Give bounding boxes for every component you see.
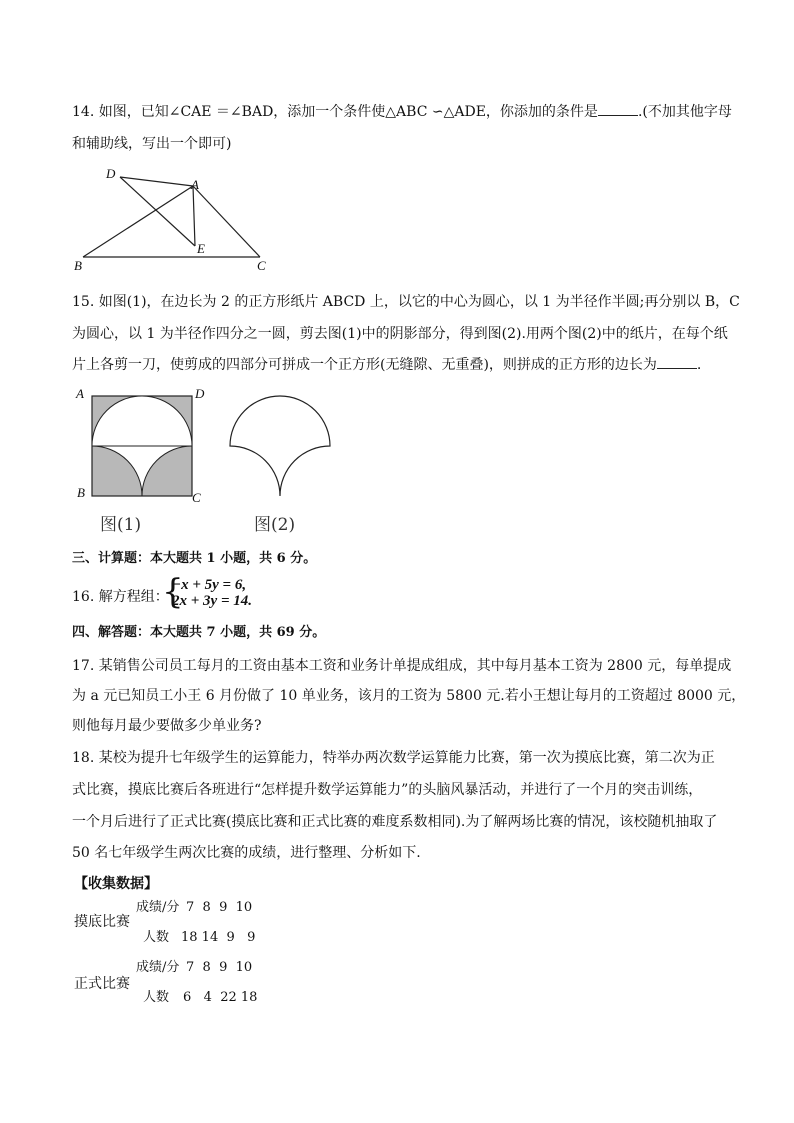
q18-line2: 式比赛，摸底比赛后各班进行“怎样提升数学运算能力”的头脑风暴活动，并进行了一个月的突击训练， <box>72 782 703 798</box>
q15-text: 片上各剪一刀，使剪成的四部分可拼成一个正方形(无缝隙、无重叠)，则拼成的正方形的边长为 <box>72 357 657 373</box>
point-label-e: E <box>197 241 205 256</box>
point-label-a: A <box>191 177 199 192</box>
q15-figure-2 <box>226 392 336 502</box>
q14-line2: 和辅助线，写出一个即可) <box>72 136 232 152</box>
fig2-caption: 图(2) <box>254 515 296 535</box>
q15-line2: 为圆心，以 1 为半径作四分之一圆，剪去图(1)中的阴影部分，得到图(2).用两个图(2)中的纸片，在每个纸 <box>72 326 728 342</box>
mock-count-label: 人数 <box>143 930 170 945</box>
q18-line4: 50 名七年级学生两次比赛的成绩，进行整理、分析如下. <box>72 845 421 861</box>
q17-line3: 则他每月最少要做多少单业务? <box>72 718 262 734</box>
mock-exam-name: 摸底比赛 <box>74 914 130 930</box>
answer-blank <box>598 103 638 116</box>
segment-da <box>120 177 193 186</box>
q16-label: 16. 解方程组： <box>72 589 169 605</box>
fig1-label-d: D <box>195 386 205 401</box>
answer-blank <box>657 356 697 369</box>
mock-counts: 18 14 9 9 <box>181 930 256 945</box>
q18-line3: 一个月后进行了正式比赛(摸底比赛和正式比赛的难度系数相同).为了解两场比赛的情况，该校随机抽取了 <box>72 814 718 830</box>
q14-text: 14. 如图，已知∠CAE ＝∠BAD，添加一个条件使△ABC ∽△ADE，你添加的条件是 <box>72 104 598 120</box>
formal-count-label: 人数 <box>143 990 170 1005</box>
formal-score-label: 成绩/分 <box>136 960 180 975</box>
segment-ab <box>83 186 193 257</box>
q16-eq1: −x + 5y = 6, <box>172 577 247 593</box>
point-label-b: B <box>74 258 82 273</box>
fig1-label-a: A <box>76 386 84 401</box>
q17-line1: 17. 某销售公司员工每月的工资由基本工资和业务计单提成组成，其中每月基本工资为 2800 元，每单提成 <box>72 658 732 674</box>
q16-eq2: 2x + 3y = 14. <box>172 593 253 609</box>
q14-triangle-figure <box>72 164 282 276</box>
q17-line2: 为 a 元已知员工小王 6 月份做了 10 单业务，该月的工资为 5800 元.若小王想让每月的工资超过 8000 元， <box>72 688 746 704</box>
fig1-label-b: B <box>77 485 85 500</box>
point-label-d: D <box>106 166 116 181</box>
segment-de <box>120 177 195 246</box>
system-brace: { <box>162 572 184 612</box>
q15-figure-1 <box>88 392 198 502</box>
section-4-heading: 四、解答题：本大题共 7 小题，共 69 分。 <box>72 625 326 640</box>
fig1-caption: 图(1) <box>100 515 142 535</box>
segment-ae <box>193 186 195 246</box>
q15-tail: . <box>696 357 702 373</box>
mock-scores: 7 8 9 10 <box>186 900 253 915</box>
fig1-label-c: C <box>192 490 201 505</box>
formal-scores: 7 8 9 10 <box>186 960 253 975</box>
formal-counts: 6 4 22 18 <box>183 990 258 1005</box>
mock-score-label: 成绩/分 <box>136 900 180 915</box>
q15-line1: 15. 如图(1)，在边长为 2 的正方形纸片 ABCD 上，以它的中心为圆心，以 1 为半径作半圆;再分别以 B，C <box>72 294 740 310</box>
point-label-c: C <box>257 258 266 273</box>
fan-shape <box>230 396 330 496</box>
q14-line1 <box>72 102 732 122</box>
q15-line3 <box>72 355 701 375</box>
formal-exam-name: 正式比赛 <box>74 976 130 992</box>
section-3-heading: 三、计算题：本大题共 1 小题，共 6 分。 <box>72 551 317 566</box>
q18-line1: 18. 某校为提升七年级学生的运算能力，特举办两次数学运算能力比赛，第一次为摸底比赛，第二次为正 <box>72 750 715 766</box>
collect-data-heading: 【收集数据】 <box>74 876 158 892</box>
q14-tail: .(不加其他字母 <box>637 104 732 120</box>
